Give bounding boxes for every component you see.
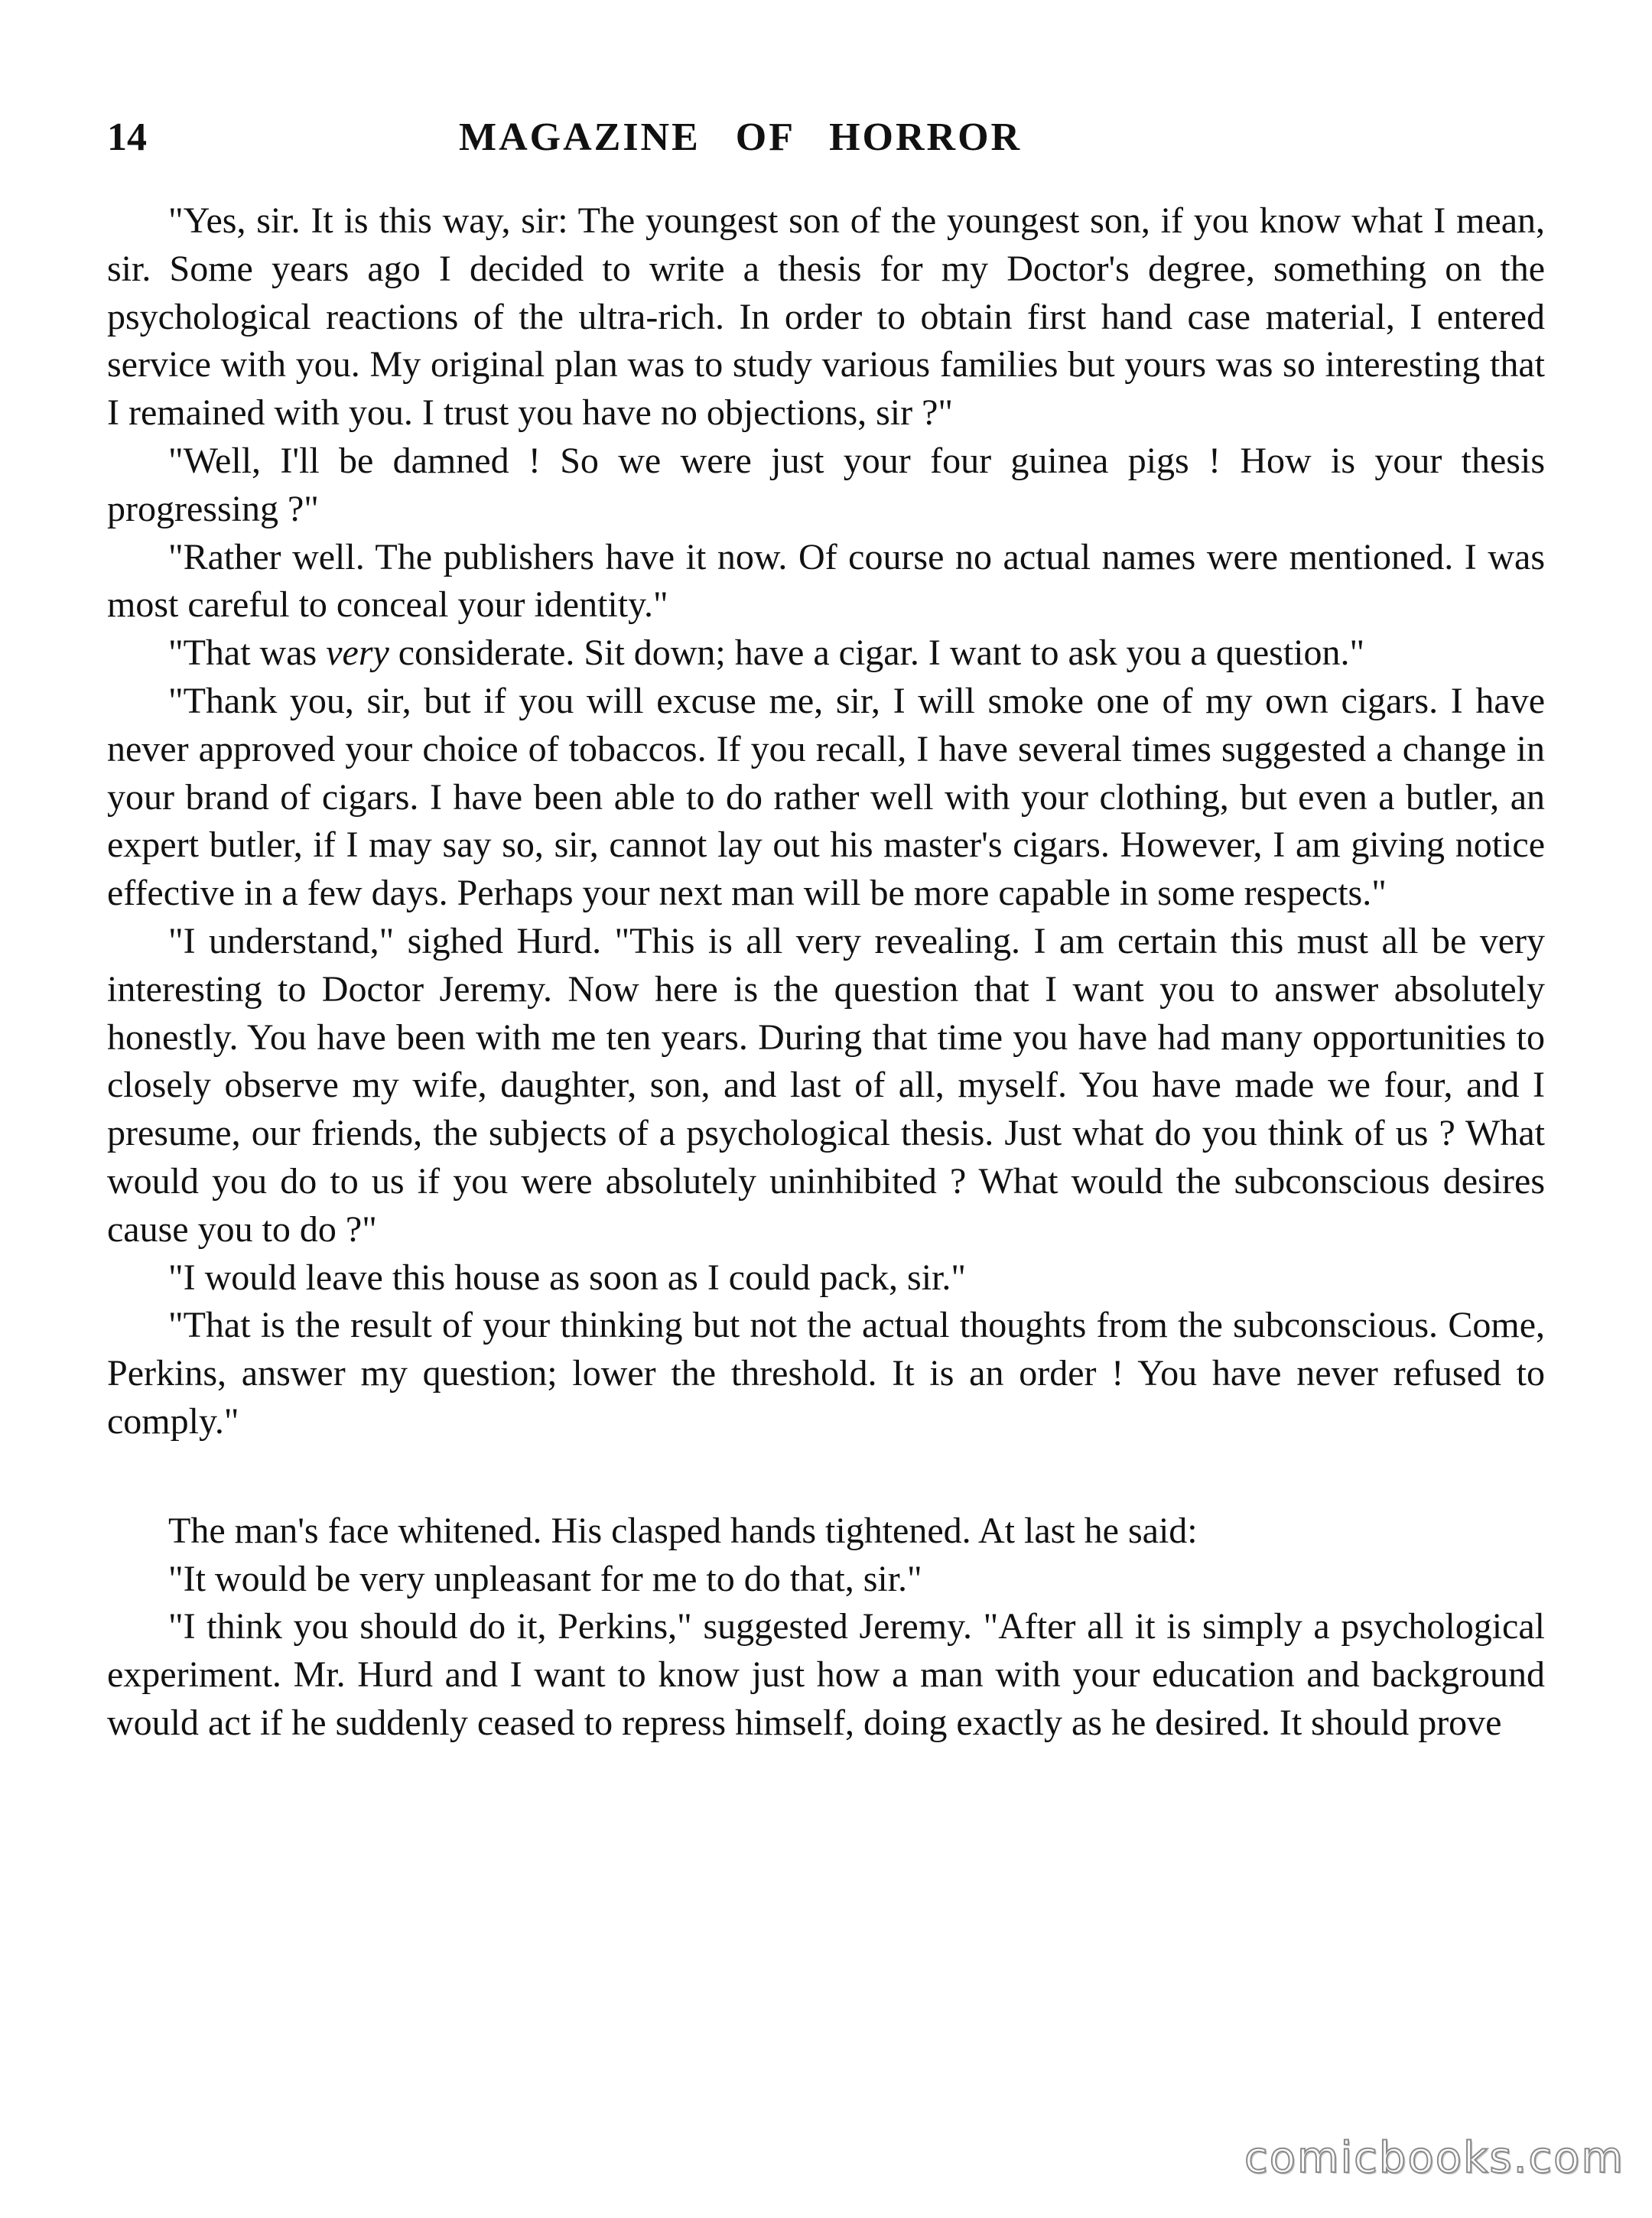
paragraph: "I understand," sighed Hurd. "This is all very revealing. I am certain this must all be very interesting to Doctor Jeremy. Now here is the question that I want you to answer absolutely honestly. You have been with me ten years. During that time you have had many opportunities to closely observe my wife, daughter, son, and last of all, myself. You have made we four, and I presume, our friends, the subjects of a psychological thesis. Just what do you think of us ? What would you do to us if you were absolutely uninhibited ? What would the subconscious desires cause you to do ?" — [107, 920, 1545, 1250]
paragraph: "I think you should do it, Perkins," suggested Jeremy. "After all it is simply a psychological experiment. Mr. Hurd and I want to know just how a man with your education and background would act if he suddenly ceased to repress himself, doing exactly as he desired. It should prove — [107, 1606, 1545, 1743]
paragraph: "Thank you, sir, but if you will excuse me, sir, I will smoke one of my own cigars. I have never approved your choice of tobaccos. If you recall, I have several times suggested a change in your brand of cigars. I have been able to do rather well with your clothing, but even a butler, an expert butler, if I may say so, sir, cannot lay out his master's cigars. However, I am giving notice effective in a few days. Perhaps your next man will be more capable in some respects." — [107, 680, 1545, 914]
paragraph: "Yes, sir. It is this way, sir: The youngest son of the youngest son, if you know what I mean, sir. Some years ago I decided to write a thesis for my Doctor's degree, something on the psychological reactions of the ultra-rich. In order to obtain first hand case material, I entered service with you. My original plan was to study various families but yours was so interesting that I remained with you. I trust you have no objections, sir ?" — [107, 200, 1545, 434]
watermark-logo: comicbooks.com — [1244, 2133, 1624, 2183]
running-title: MAGAZINE OF HORROR — [459, 115, 1023, 159]
story-text — [107, 197, 1545, 1748]
paragraph: "Rather well. The publishers have it now. Of course no actual names were mentioned. I was most careful to conceal your identity." — [107, 536, 1545, 626]
emphasized-word: very — [326, 633, 389, 674]
paragraph — [107, 629, 1545, 678]
paragraph-text: considerate. Sit down; have a cigar. I want to ask you a question." — [389, 633, 1365, 674]
paragraph: The man's face whitened. His clasped hands tightened. At last he said: — [168, 1510, 1198, 1551]
paragraph: "That is the result of your thinking but not the actual thoughts from the subconscious. Come, Perkins, answer my question; lower the threshold. It is an order ! You have never refused to comply." — [107, 1305, 1545, 1442]
paragraph: "I would leave this house as soon as I could pack, sir." — [168, 1257, 966, 1298]
paragraph: "Well, I'll be damned ! So we were just your four guinea pigs ! How is your thesis progressing ?" — [107, 440, 1545, 529]
paragraph: "It would be very unpleasant for me to do that, sir." — [168, 1558, 922, 1599]
page-number: 14 — [107, 115, 147, 159]
page-header — [107, 115, 1545, 168]
paragraph-text: "That was — [168, 633, 327, 674]
